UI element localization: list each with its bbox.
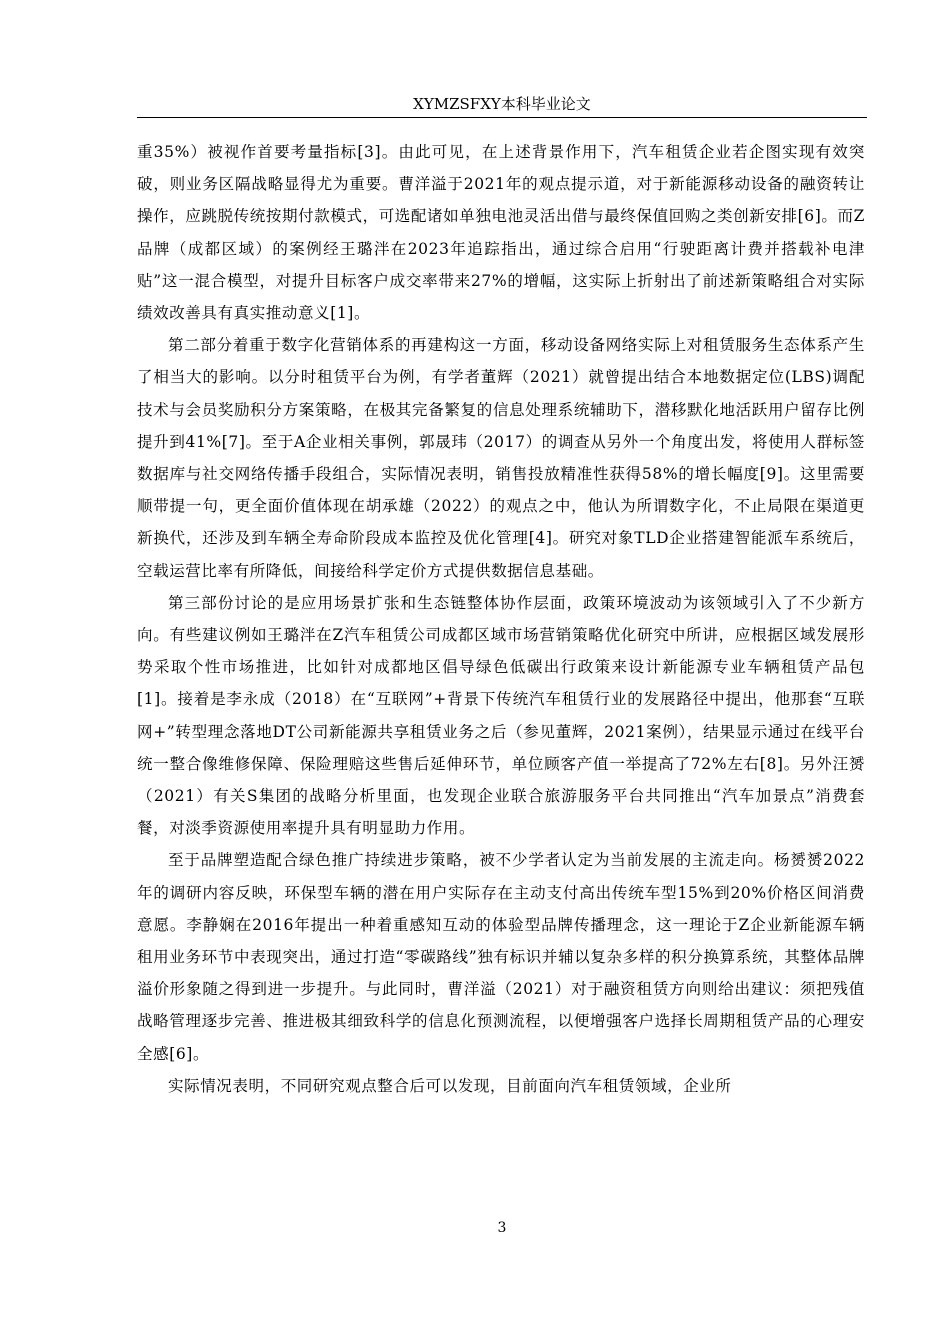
- page-number: 3: [497, 1220, 507, 1236]
- paragraph: 实际情况表明，不同研究观点整合后可以发现，目前面向汽车租赁领域，企业所: [168, 1076, 732, 1095]
- body-text: [137, 136, 865, 1102]
- page-header: XYMZSFXY本科毕业论文: [413, 95, 591, 113]
- header-divider: [137, 117, 867, 118]
- paragraph: 第三部份讨论的是应用场景扩张和生态链整体协作层面，政策环境波动为该领域引入了不少新方向。有些建议例如王璐泮在Z汽车租赁公司成都区域市场营销策略优化研究中所讲，应根据区域发展形势采取个性市场推进，比如针对成都地区倡导绿色低碳出行政策来设计新能源专业车辆租赁产品包[1]。接着是李永成（2018）在“互联网”+背景下传统汽车租赁行业的发展路径中提出，他那套“互联网+”转型理念落地DT公司新能源共享租赁业务之后（参见董辉，2021案例），结果显示通过在线平台统一整合像维修保障、保险理赔这些售后延伸环节，单位顾客产值一举提高了72%左右[8]。另外汪赟（2021）有关S集团的战略分析里面，也发现企业联合旅游服务平台共同推出“汽车加景点”消费套餐，对淡季资源使用率提升具有明显助力作用。: [137, 593, 865, 838]
- paragraph: 重35%）被视作首要考量指标[3]。由此可见，在上述背景作用下，汽车租赁企业若企图实现有效突破，则业务区隔战略显得尤为重要。曹洋溢于2021年的观点提示道，对于新能源移动设备的融资转让操作，应跳脱传统按期付款模式，可选配诸如单独电池灵活出借与最终保值回购之类创新安排[6]。而Z品牌（成都区域）的案例经王璐泮在2023年追踪指出，通过综合启用“行驶距离计费并搭载补电津贴”这一混合模型，对提升目标客户成交率带来27%的增幅，这实际上折射出了前述新策略组合对实际绩效改善具有真实推动意义[1]。: [137, 143, 865, 323]
- paragraph: 第二部分着重于数字化营销体系的再建构这一方面，移动设备网络实际上对租赁服务生态体系产生了相当大的影响。以分时租赁平台为例，有学者董辉（2021）就曾提出结合本地数据定位(LBS)调配技术与会员奖励积分方案策略，在极其完备繁复的信息处理系统辅助下，潜移默化地活跃用户留存比例提升到41%[7]。至于A企业相关事例，郭晟玮（2017）的调查从另外一个角度出发，将使用人群标签数据库与社交网络传播手段组合，实际情况表明，销售投放精准性获得58%的增长幅度[9]。这里需要顺带提一句，更全面价值体现在胡承雄（2022）的观点之中，他认为所谓数字化，不止局限在渠道更新换代，还涉及到车辆全寿命阶段成本监控及优化管理[4]。研究对象TLD企业搭建智能派车系统后，空载运营比率有所降低，间接给科学定价方式提供数据信息基础。: [137, 336, 865, 580]
- paragraph: 至于品牌塑造配合绿色推广持续进步策略，被不少学者认定为当前发展的主流走向。杨赟赟2022年的调研内容反映，环保型车辆的潜在用户实际存在主动支付高出传统车型15%到20%价格区间消费意愿。李静娴在2016年提出一种着重感知互动的体验型品牌传播理念，这一理论于Z企业新能源车辆租用业务环节中表现突出，通过打造“零碳路线”独有标识并辅以复杂多样的积分换算系统，其整体品牌溢价形象随之得到进一步提升。与此同时，曹洋溢（2021）对于融资租赁方向则给出建议：须把残值战略管理逐步完善、推进极其细致科学的信息化预测流程，以便增强客户选择长周期租赁产品的心理安全感[6]。: [137, 851, 865, 1063]
